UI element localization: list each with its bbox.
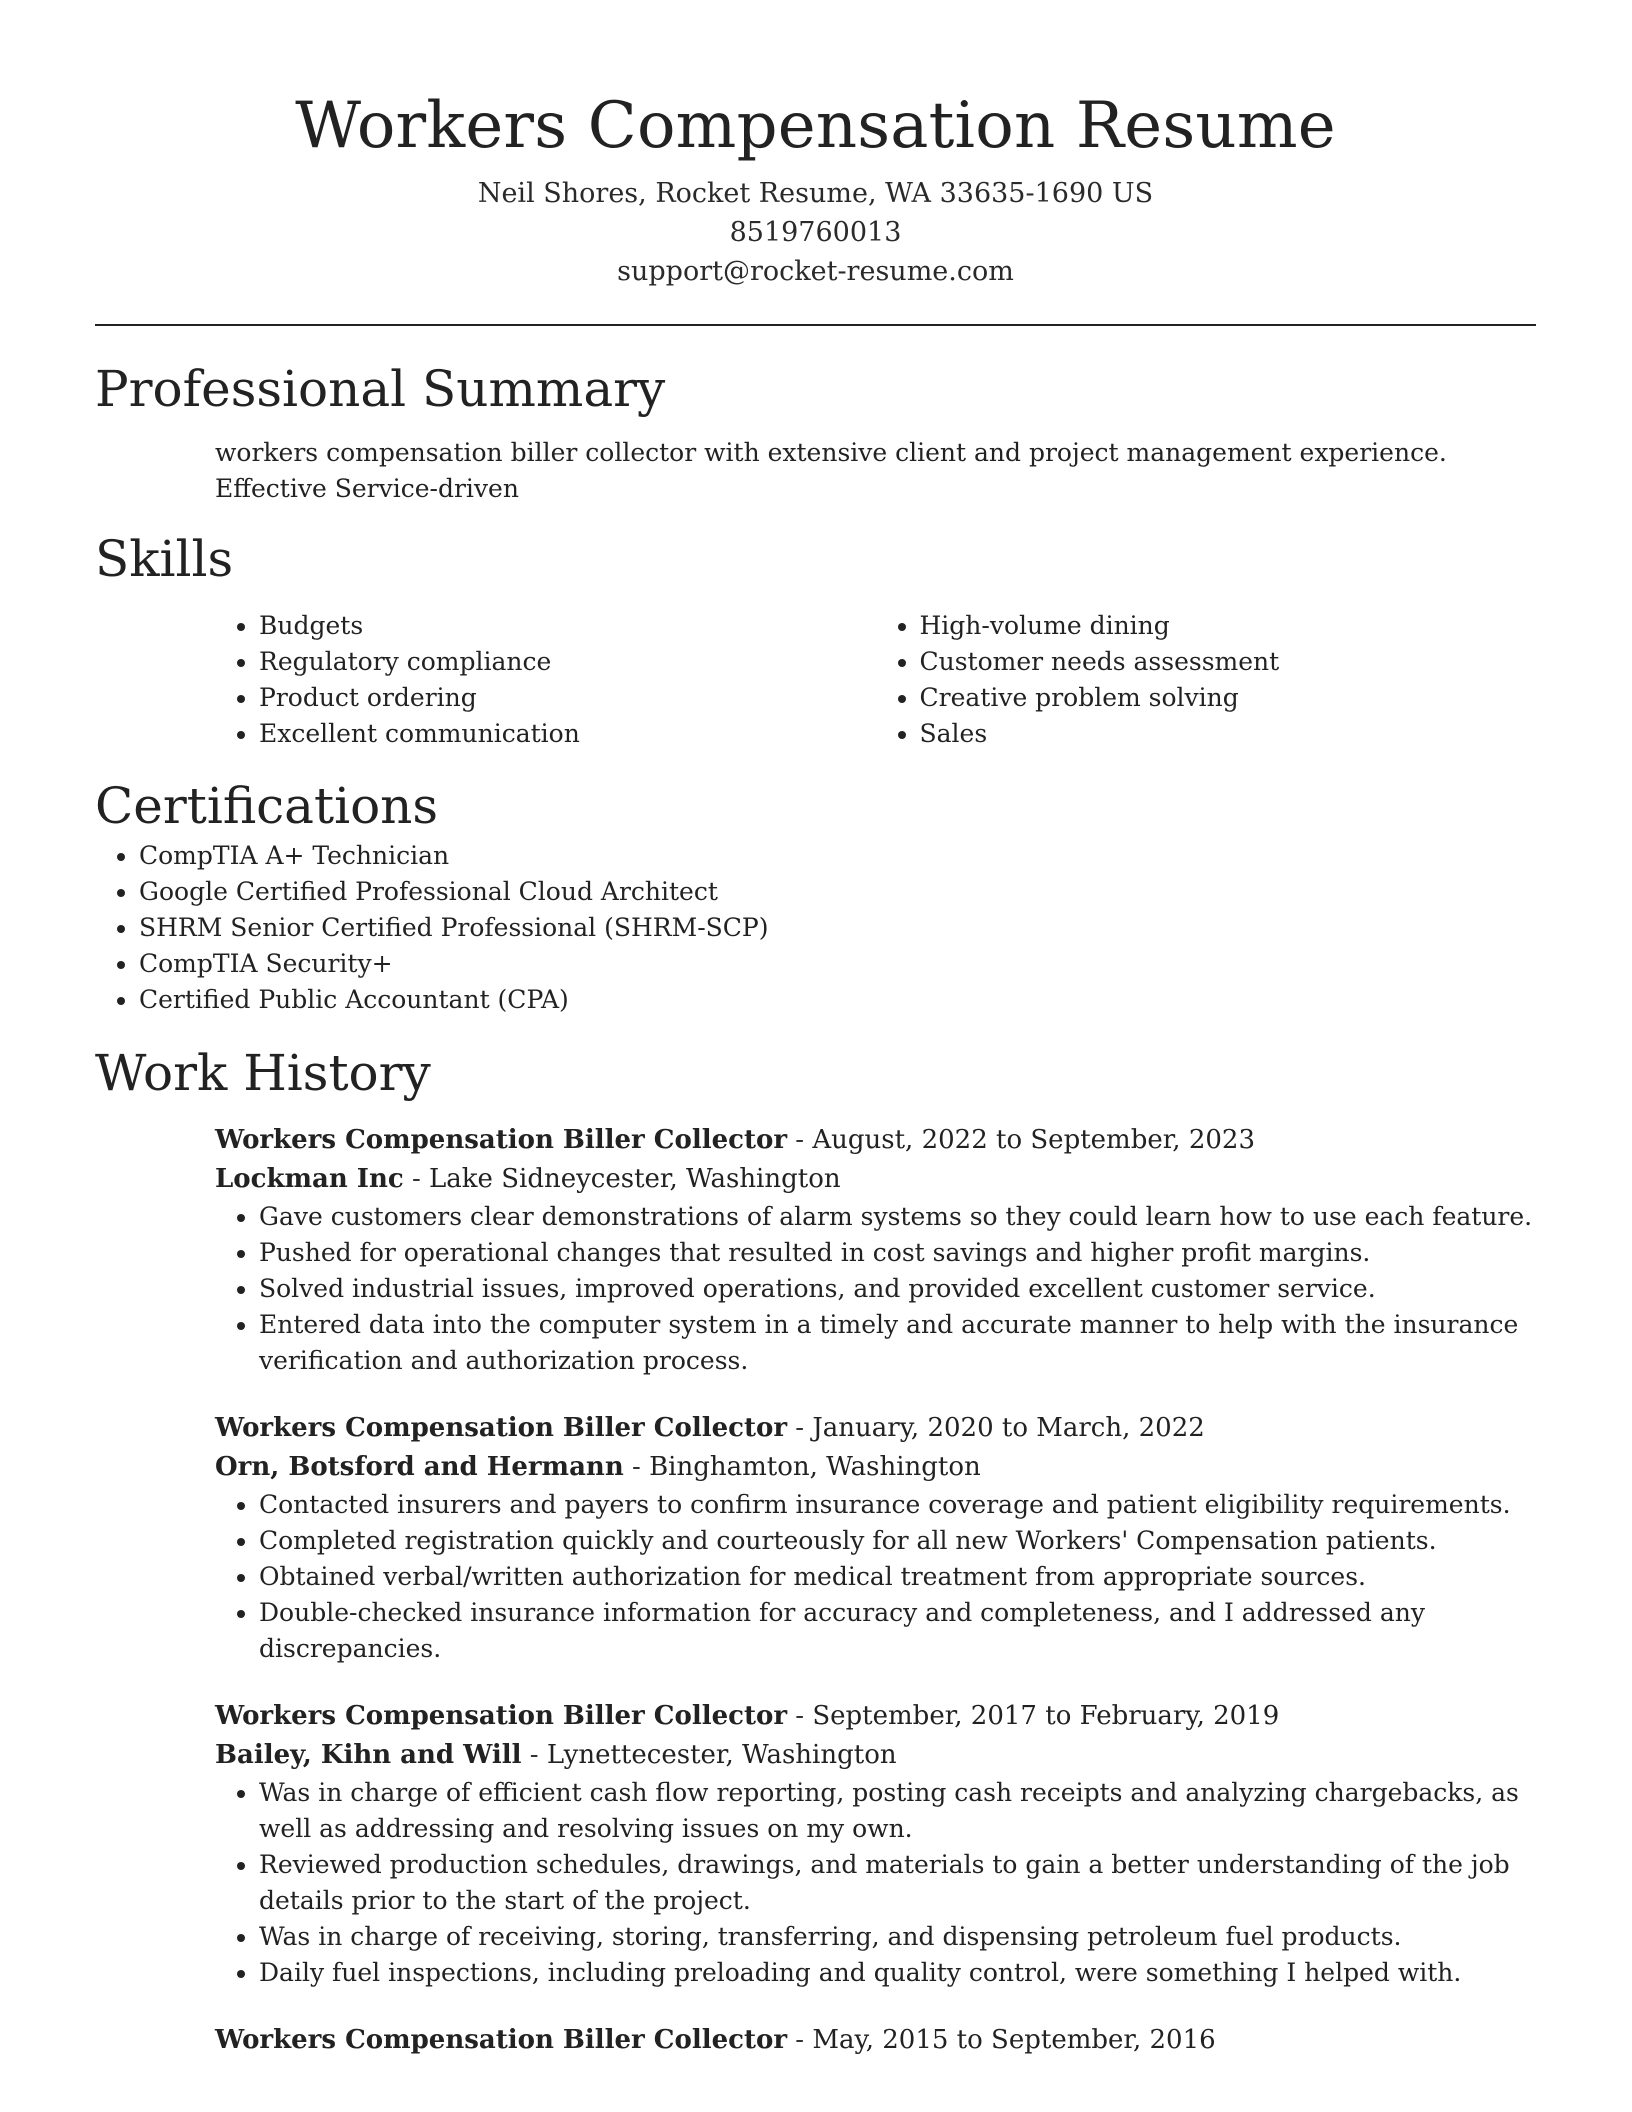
certification-item: • CompTIA Security+ bbox=[139, 946, 1536, 982]
separator: - bbox=[795, 2025, 813, 2055]
job-duties bbox=[215, 1775, 1545, 1991]
skills-list bbox=[215, 608, 1536, 752]
skill-item: • Excellent communication bbox=[259, 716, 876, 752]
job-company: Bailey, Kihn and Will bbox=[215, 1740, 522, 1770]
job-duty: • Entered data into the computer system in a timely and accurate manner to help with the insurance verification and authorization process. bbox=[259, 1307, 1545, 1379]
job-dates: August, 2022 to September, 2023 bbox=[812, 1125, 1256, 1155]
job-title-line bbox=[215, 1697, 1545, 1736]
summary-text: workers compensation biller collector with extensive client and project management experience. Effective Service-driven bbox=[215, 438, 1447, 503]
job-duty: • Gave customers clear demonstrations of alarm systems so they could learn how to use each feature. bbox=[259, 1199, 1545, 1235]
skill-item: • Regulatory compliance bbox=[259, 644, 876, 680]
header-divider bbox=[95, 324, 1536, 326]
work-history-heading: Work History bbox=[95, 1044, 431, 1102]
skill-item: • Sales bbox=[920, 716, 1537, 752]
job-duties bbox=[215, 1199, 1545, 1379]
certification-item: • Certified Public Accountant (CPA) bbox=[139, 982, 1536, 1018]
job-company: Lockman Inc bbox=[215, 1164, 404, 1194]
resume-title: Workers Compensation Resume bbox=[295, 89, 1336, 163]
job-duty: • Obtained verbal/written authorization for medical treatment from appropriate sources. bbox=[259, 1559, 1545, 1595]
job-duty: • Pushed for operational changes that resulted in cost savings and higher profit margins. bbox=[259, 1235, 1545, 1271]
contact-phone: 8519760013 bbox=[729, 217, 902, 248]
job-role: Workers Compensation Biller Collector bbox=[215, 1413, 788, 1443]
summary-heading: Professional Summary bbox=[95, 360, 666, 418]
skills-column-left bbox=[215, 608, 876, 752]
job-location: Lynettecester, Washington bbox=[546, 1740, 897, 1770]
job-entry bbox=[215, 1409, 1545, 1667]
job-duty: • Completed registration quickly and courteously for all new Workers' Compensation patients. bbox=[259, 1523, 1545, 1559]
separator: - bbox=[795, 1125, 813, 1155]
job-entry bbox=[215, 1121, 1545, 1379]
job-duty: • Double-checked insurance information for accuracy and completeness, and I addressed any discrepancies. bbox=[259, 1595, 1545, 1667]
job-company: Orn, Botsford and Hermann bbox=[215, 1452, 624, 1482]
job-dates: May, 2015 to September, 2016 bbox=[812, 2025, 1216, 2055]
job-role: Workers Compensation Biller Collector bbox=[215, 1125, 788, 1155]
separator: - bbox=[632, 1452, 650, 1482]
job-company-line bbox=[215, 1448, 1545, 1487]
job-location: Binghamton, Washington bbox=[649, 1452, 981, 1482]
certification-item: • SHRM Senior Certified Professional (SHRM-SCP) bbox=[139, 910, 1536, 946]
job-duty: • Contacted insurers and payers to confirm insurance coverage and patient eligibility requirements. bbox=[259, 1487, 1545, 1523]
contact-email: support@rocket-resume.com bbox=[617, 256, 1014, 287]
separator: - bbox=[795, 1413, 813, 1443]
contact-address: Neil Shores, Rocket Resume, WA 33635-1690 US bbox=[477, 178, 1154, 209]
job-duties bbox=[215, 1487, 1545, 1667]
job-title-line bbox=[215, 2021, 1545, 2060]
resume-page bbox=[95, 0, 1536, 2060]
job-entry bbox=[215, 1697, 1545, 1991]
job-location: Lake Sidneycester, Washington bbox=[429, 1164, 841, 1194]
skills-heading: Skills bbox=[95, 530, 234, 588]
skill-item: • Customer needs assessment bbox=[920, 644, 1537, 680]
job-duty: • Was in charge of efficient cash flow reporting, posting cash receipts and analyzing chargebacks, as well as addressing and resolving issues on my own. bbox=[259, 1775, 1545, 1847]
job-duty: • Solved industrial issues, improved operations, and provided excellent customer service. bbox=[259, 1271, 1545, 1307]
certification-item: • CompTIA A+ Technician bbox=[139, 838, 1536, 874]
job-title-line bbox=[215, 1409, 1545, 1448]
separator: - bbox=[411, 1164, 430, 1194]
job-duty: • Reviewed production schedules, drawings, and materials to gain a better understanding of the job details prior to the start of the project. bbox=[259, 1847, 1545, 1919]
job-role: Workers Compensation Biller Collector bbox=[215, 2025, 788, 2055]
job-duty: • Was in charge of receiving, storing, transferring, and dispensing petroleum fuel products. bbox=[259, 1919, 1545, 1955]
separator: - bbox=[795, 1701, 813, 1731]
skill-item: • Creative problem solving bbox=[920, 680, 1537, 716]
skill-item: • Budgets bbox=[259, 608, 876, 644]
job-dates: January, 2020 to March, 2022 bbox=[812, 1413, 1205, 1443]
job-title-line bbox=[215, 1121, 1545, 1160]
job-company-line bbox=[215, 1736, 1545, 1775]
certification-item: • Google Certified Professional Cloud Architect bbox=[139, 874, 1536, 910]
separator: - bbox=[529, 1740, 547, 1770]
certifications-list bbox=[95, 838, 1536, 1018]
skill-item: • High-volume dining bbox=[920, 608, 1537, 644]
skills-column-right bbox=[876, 608, 1537, 752]
certifications-heading: Certifications bbox=[95, 777, 439, 835]
job-company-line bbox=[215, 1160, 1545, 1199]
job-entry bbox=[215, 2021, 1545, 2060]
contact-block bbox=[95, 174, 1536, 291]
job-duty: • Daily fuel inspections, including preloading and quality control, were something I helped with. bbox=[259, 1955, 1545, 1991]
skill-item: • Product ordering bbox=[259, 680, 876, 716]
job-dates: September, 2017 to February, 2019 bbox=[812, 1701, 1280, 1731]
job-role: Workers Compensation Biller Collector bbox=[215, 1701, 788, 1731]
